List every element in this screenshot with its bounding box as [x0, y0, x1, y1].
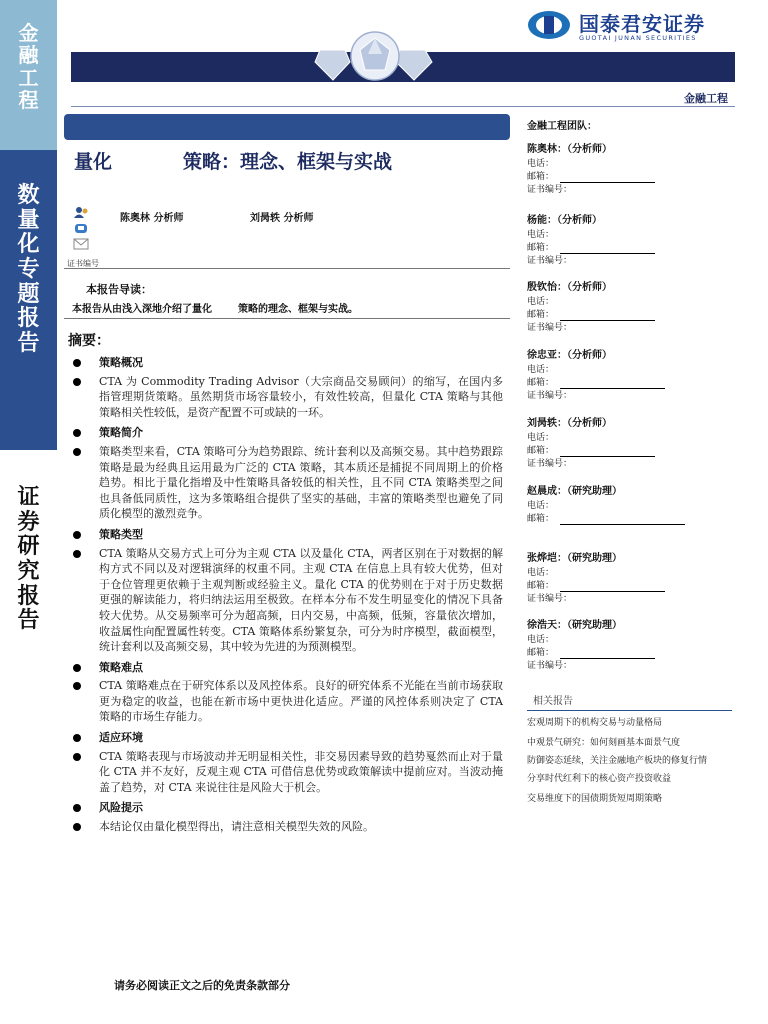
sidebar-char: 证: [17, 484, 40, 510]
related-report-link[interactable]: 交易维度下的国债期货短周期策略: [527, 794, 663, 804]
member-phone-label: 电话：: [527, 159, 555, 169]
member-name: 徐浩天：（研究助理）: [527, 620, 622, 631]
member-email-label: 邮箱：: [527, 513, 737, 526]
sidebar-char: 告: [17, 607, 40, 634]
blank-line: [560, 456, 655, 457]
abstract-section-heading: 策略概况: [71, 355, 503, 371]
member-email-label: 邮箱：: [527, 580, 737, 593]
bullet-icon: [73, 734, 81, 742]
member-email-label: 邮箱：: [527, 445, 737, 458]
author-name: 刘昺轶 分析师: [250, 213, 314, 224]
abstract-section-heading: 策略难点: [71, 660, 503, 676]
bullet-icon: [73, 378, 81, 386]
abstract-heading: 摘要：: [68, 333, 110, 349]
member-email-label: 邮箱：: [527, 171, 737, 184]
blank-line: [560, 388, 665, 389]
member-email-label: 邮箱：: [527, 647, 737, 660]
member-name: 杨能：（分析师）: [527, 215, 602, 226]
related-reports: [527, 692, 732, 805]
sidebar-char: 专: [17, 255, 40, 282]
member-email-label: 邮箱：: [527, 309, 737, 322]
sidebar-category: [0, 485, 57, 633]
diamond-icon: [300, 30, 450, 82]
member-name: 赵晨成：（研究助理）: [527, 486, 622, 497]
member-phone-label: 电话：: [527, 501, 555, 511]
abstract-section-heading: 风险提示: [71, 800, 503, 816]
member-email-label: 邮箱：: [527, 377, 737, 390]
sidebar-section-label: [0, 22, 57, 112]
blank-line: [560, 591, 665, 592]
bullet-icon: [73, 531, 81, 539]
team-member: [527, 549, 737, 606]
bullet-icon: [73, 550, 81, 558]
blank-line: [560, 524, 685, 525]
abstract-section-text: 策略类型来看，CTA 策略可分为趋势跟踪、统计套利以及高频交易。其中趋势跟踪策略是最为经典且运用最为广泛的 CTA 策略，其本质还是捕捉不同周期上的价格趋势。相比于量化指增及中性策略具备较低的相关性，且不同 CTA 策略类型之间也具备低同质性，这为多策略组合提供了坚实的基础，丰富的策略类型也避免了同质化模型的激烈竞争。: [71, 444, 503, 522]
sidebar-char: 券: [17, 508, 40, 535]
guide-text: 本报告从由浅入深地介绍了量化 策略的理念、框架与实战。: [72, 304, 358, 315]
related-heading: 相关报告: [527, 692, 732, 711]
phone-icon: [73, 222, 89, 234]
bullet-icon: [73, 448, 81, 456]
cert-number-label: 证书编号: [67, 259, 99, 268]
member-name: 陈奥林：（分析师）: [527, 144, 612, 155]
member-phone-label: 电话：: [527, 568, 555, 578]
team-member: [527, 482, 737, 526]
blank-line: [560, 182, 655, 183]
abstract-body: [71, 350, 503, 839]
member-name: 张烨垲：（研究助理）: [527, 553, 622, 564]
team-member: [527, 140, 737, 197]
sidebar-char: 题: [17, 280, 40, 307]
report-title-part2: 策略：理念、框架与实战: [183, 151, 393, 173]
bullet-icon: [73, 429, 81, 437]
company-logo: [527, 8, 737, 44]
team-member: [527, 278, 737, 335]
divider: [64, 268, 510, 269]
member-phone-label: 电话：: [527, 297, 555, 307]
member-name: 殷钦怡：（分析师）: [527, 282, 612, 293]
team-member: [527, 414, 737, 471]
member-name: 刘昺轶：（分析师）: [527, 418, 612, 429]
member-cert-label: 证书编号：: [527, 391, 573, 401]
abstract-section-text: CTA 策略从交易方式上可分为主观 CTA 以及量化 CTA，两者区别在于对数据的解构方式不同以及对逻辑演绎的权重不同。主观 CTA 在信息上具有较大优势，但对于仓位管理更依赖于主观判断或经验主义。量化 CTA 的优势则在于对于历史数据更强的解读能力，将归纳法运用至极致。在样本分布不发生明显变化的情况下具备较大优势。从交易频率可分为超高频，日内交易，中高频，低频，容量依次增加，收益属性向配置属性转变。CTA 策略体系纷繁复杂，可分为时序模型，截面模型，统计套利以及高频交易，其中较为先进的为预测模型。: [71, 546, 503, 655]
related-report-link[interactable]: 防御姿态延续，关注金融地产板块的修复行情: [527, 756, 708, 766]
bullet-icon: [73, 753, 81, 761]
sidebar-char: 程: [18, 88, 39, 113]
sidebar-report-type: [0, 183, 57, 355]
member-cert-label: 证书编号：: [527, 459, 573, 469]
logo-english-name: GUOTAI JUNAN SECURITIES: [579, 34, 697, 42]
sidebar-char: 化: [17, 231, 40, 258]
related-report-link[interactable]: 中观景气研究：如何刻画基本面景气度: [527, 738, 681, 748]
member-phone-label: 电话：: [527, 365, 555, 375]
bullet-icon: [73, 804, 81, 812]
logo-chinese-name: 国泰君安证券: [579, 12, 705, 36]
sidebar-char: 告: [17, 329, 40, 356]
sidebar-char: 报: [17, 305, 40, 332]
related-report-link[interactable]: 分享时代红利下的核心资产投资收益: [527, 774, 672, 784]
member-cert-label: 证书编号：: [527, 185, 573, 195]
member-email-label: 邮箱：: [527, 242, 737, 255]
team-member: [527, 616, 737, 673]
sidebar-char: 数: [17, 182, 40, 208]
header-category-tag: 金融工程: [684, 92, 728, 105]
sidebar-char: 量: [17, 206, 40, 233]
team-member: [527, 346, 737, 403]
logo-mark-icon: [527, 10, 571, 40]
sidebar-char: 研: [17, 533, 40, 560]
header-divider: [71, 106, 735, 107]
abstract-section-text: CTA 策略难点在于研究体系以及风控体系。良好的研究体系不光能在当前市场获取更为稳定的收益，也能在新市场中更快进化适应。严谨的风控体系则决定了 CTA 策略的市场生存能力。: [71, 678, 503, 725]
author-contact-icons: [73, 206, 93, 254]
member-cert-label: 证书编号：: [527, 661, 573, 671]
member-cert-label: 证书编号：: [527, 594, 573, 604]
abstract-section-text: CTA 策略表现与市场波动并无明显相关性，非交易因素导致的趋势戛然而止对于量化 CTA 并不友好，反观主观 CTA 可借信息优势或政策解读中提前应对。当波动掩盖了趋势，对 CTA 来说往往是风险大于机会。: [71, 749, 503, 796]
blank-line: [560, 320, 655, 321]
divider: [64, 318, 510, 319]
person-icon: [73, 206, 89, 218]
bullet-icon: [73, 682, 81, 690]
abstract-section-text: CTA 为 Commodity Trading Advisor（大宗商品交易顾问）的缩写，在国内多指管理期货策略。虽然期货市场容量较小，有效性较高，但量化 CTA 策略与其他策略相关性较低，是资产配置不可或缺的一环。: [71, 374, 503, 421]
abstract-section-heading: 策略简介: [71, 425, 503, 441]
blank-line: [560, 658, 655, 659]
disclaimer-footer: 请务必阅读正文之后的免责条款部分: [114, 979, 290, 992]
member-phone-label: 电话：: [527, 230, 555, 240]
member-phone-label: 电话：: [527, 635, 555, 645]
sidebar-char: 融: [18, 43, 39, 68]
bullet-icon: [73, 359, 81, 367]
author-name: 陈奥林 分析师: [120, 213, 184, 224]
abstract-section-text: 本结论仅由量化模型得出，请注意相关模型失效的风险。: [71, 819, 503, 835]
sidebar-char: 报: [17, 582, 40, 609]
sidebar-char: 工: [18, 65, 39, 90]
bullet-icon: [73, 823, 81, 831]
member-name: 徐忠亚：（分析师）: [527, 350, 612, 361]
guide-heading: 本报告导读：: [86, 283, 152, 296]
abstract-section-heading: 适应环境: [71, 730, 503, 746]
bullet-icon: [73, 664, 81, 672]
mail-icon: [73, 238, 89, 250]
member-cert-label: 证书编号：: [527, 256, 573, 266]
related-report-link[interactable]: 宏观周期下的机构交易与动量格局: [527, 718, 663, 728]
blank-line: [560, 253, 655, 254]
team-heading: 金融工程团队：: [527, 121, 597, 132]
title-bar: [64, 114, 510, 140]
member-cert-label: 证书编号：: [527, 323, 573, 333]
sidebar-char: 究: [17, 557, 40, 584]
abstract-section-heading: 策略类型: [71, 527, 503, 543]
sidebar-char: 金: [18, 21, 39, 45]
team-member: [527, 211, 737, 268]
report-title-part1: 量化: [74, 151, 113, 173]
member-phone-label: 电话：: [527, 433, 555, 443]
